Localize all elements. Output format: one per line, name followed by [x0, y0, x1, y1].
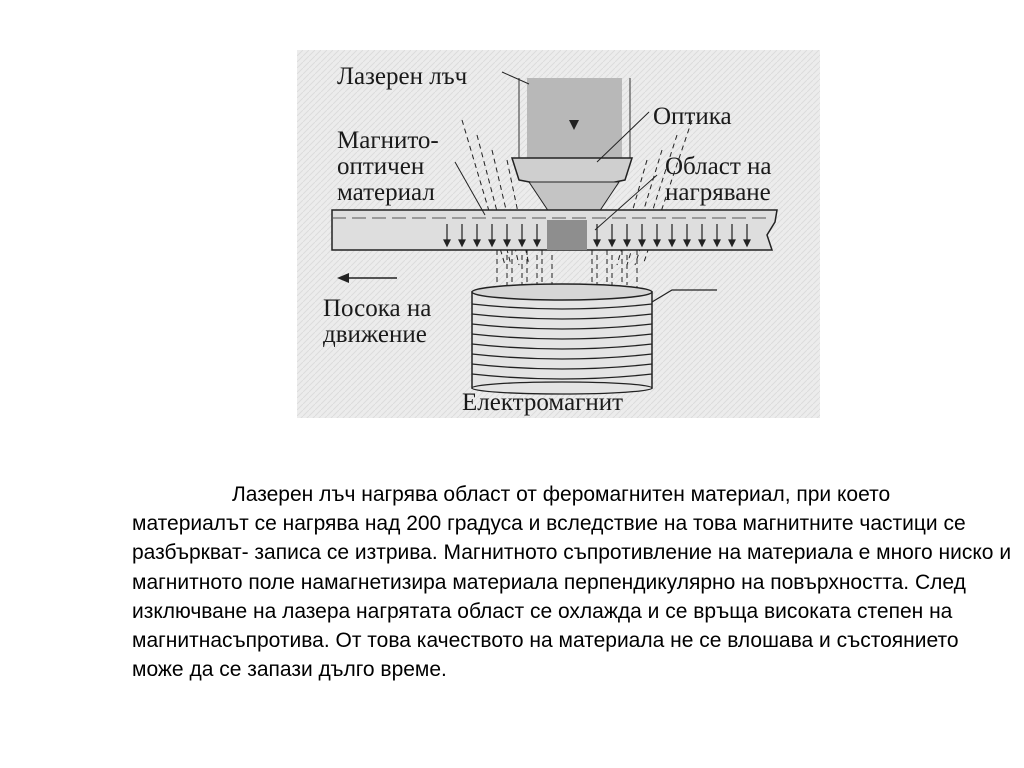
label-heating-area-2: нагряване: [665, 179, 771, 206]
heated-area: [547, 220, 587, 250]
label-laser-beam: Лазерен лъч: [337, 63, 468, 90]
electromagnet-coil: [472, 284, 652, 394]
label-heating-area-1: Област на: [665, 153, 772, 180]
label-direction-2: движение: [323, 321, 427, 348]
label-mo-material-1: Магнито-: [337, 127, 439, 154]
label-direction-1: Посока на: [323, 295, 432, 322]
laser-beam: [527, 78, 622, 158]
label-electromagnet: Електромагнит: [462, 389, 624, 416]
magneto-optical-diagram: [297, 50, 820, 418]
label-optics: Оптика: [653, 103, 732, 130]
label-mo-material-3: материал: [337, 179, 435, 206]
label-mo-material-2: оптичен: [337, 153, 425, 180]
caption-paragraph: Лазерен лъч нагрява област от феромагнитен материал, при което материалът се нагрява над 200 градуса и вследствие на това магнитните частици се разбъркват- записа се изтрива. Магнитното съпротивление на материала е много ниско и магнитното поле намагнетизира материала перпендикулярно на повърхността. След изключване на лазера нагрятата област се охлажда и се връща високата степен на магнитнасъпротива. От това качеството на материала не се влошава и състоянието може да се запази дълго време.: [132, 483, 1012, 682]
diagram-svg: [297, 50, 820, 418]
